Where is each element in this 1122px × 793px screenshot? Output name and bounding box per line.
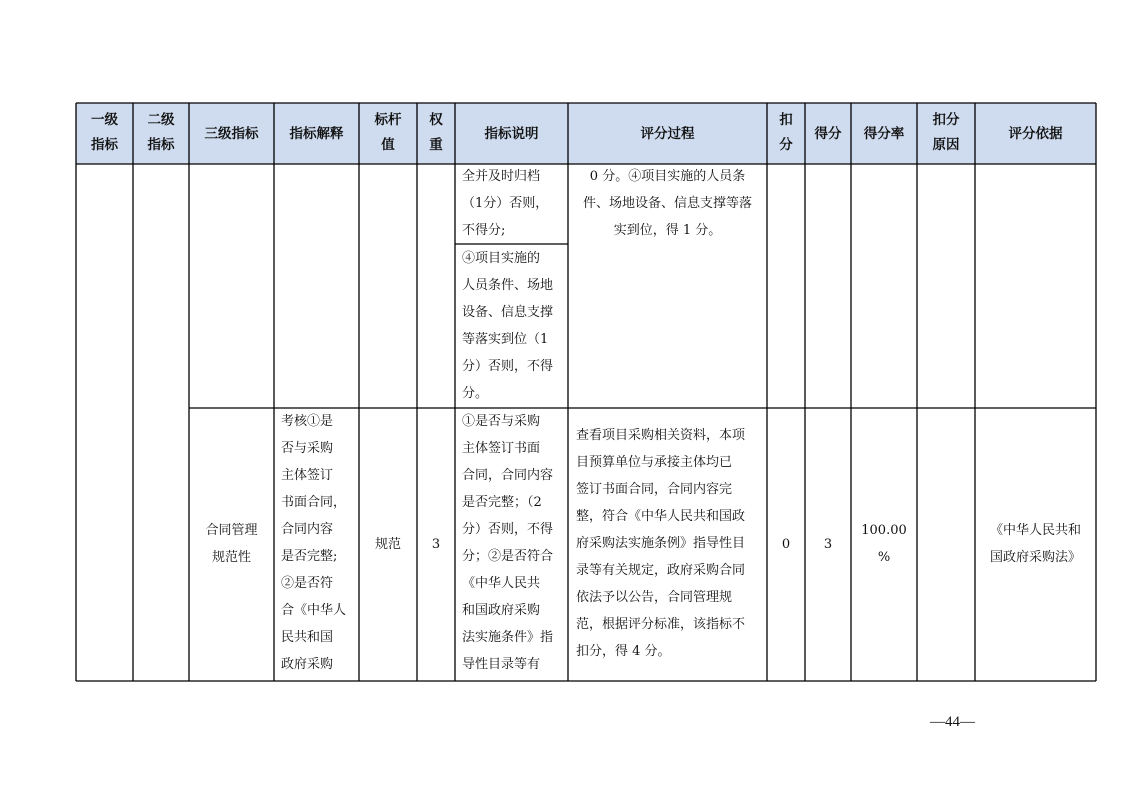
row2-interpretation: [281, 408, 357, 678]
text-line: 不得分;: [462, 223, 506, 238]
header-benchmark: [359, 108, 417, 158]
text-line: 实到位，得 1 分。: [613, 223, 722, 238]
text-line: 目预算单位与承接主体均已: [576, 455, 733, 470]
header-weight: [417, 108, 455, 158]
text-line: 人员条件、场地: [462, 278, 554, 293]
text-line: 0 分。④项目实施的人员条: [589, 169, 746, 184]
header-text: 重: [429, 137, 443, 153]
row2-weight: 3: [431, 537, 441, 552]
row1-explanation-part1: [462, 163, 566, 244]
text-line: 件、场地设备、信息支撑等落: [582, 196, 752, 211]
header-deduction: [767, 108, 805, 158]
text-line: ②是否符: [281, 576, 334, 591]
text-line: 签订书面合同，合同内容完: [576, 482, 733, 497]
header-text: 值: [381, 137, 395, 153]
text-line: 分）否则，不得: [462, 359, 554, 374]
text-line: 主体签订书面: [462, 441, 541, 456]
row2-score-rate: [851, 517, 917, 571]
header-basis: 评分依据: [1008, 126, 1063, 142]
header-text: 指标: [91, 137, 118, 153]
text-line: 国政府采购法》: [989, 550, 1081, 565]
header-process: 评分过程: [640, 126, 695, 142]
text-line: 查看项目采购相关资料，本项: [576, 428, 746, 443]
row2-level3-indicator: [189, 517, 274, 571]
text-line: ①是否与采购: [462, 414, 541, 429]
text-line: 录等有关规定，政府采购合同: [576, 563, 746, 578]
text-line: 全并及时归档: [462, 169, 541, 184]
row1-scoring-process: [570, 163, 765, 244]
text-line: 规范性: [211, 550, 251, 565]
page-number: —44—: [930, 714, 975, 730]
row2-score: 3: [823, 537, 833, 552]
text-line: 民共和国: [281, 630, 334, 645]
header-text: 一级: [91, 112, 118, 128]
text-line: 政府采购: [281, 657, 334, 672]
text-line: 是否完整;: [281, 549, 338, 564]
text-line: 合同管理: [205, 523, 258, 538]
text-line: 依法予以公告，合同管理规: [576, 590, 733, 605]
row2-deduction: 0: [781, 537, 791, 552]
header-explanation: 指标说明: [484, 126, 539, 142]
text-line: 主体签订: [281, 468, 334, 483]
header-level1: [76, 108, 133, 158]
header-text: 原因: [932, 137, 960, 153]
text-line: ④项目实施的: [462, 251, 541, 266]
header-text: 权: [429, 112, 443, 128]
text-line: 分。: [462, 386, 489, 401]
text-line: 《中华人民共和: [989, 523, 1081, 538]
header-text: 指标: [147, 137, 175, 153]
header-level2: [133, 108, 189, 158]
header-text: 扣: [779, 112, 793, 128]
header-text: 扣分: [932, 112, 960, 128]
text-line: 法实施条件》指: [462, 630, 554, 645]
text-line: 等落实到位（1: [462, 332, 549, 347]
text-line: 府采购法实施条例》指导性目: [576, 536, 746, 551]
text-line: 书面合同，: [281, 495, 347, 510]
header-score: 得分: [814, 126, 842, 142]
header-text: 标杆: [374, 112, 402, 128]
text-line: 100.00: [861, 523, 907, 538]
header-rate: 得分率: [863, 126, 905, 142]
text-line: %: [877, 550, 891, 565]
row1-explanation-part2: [462, 245, 566, 407]
row2-basis: [975, 517, 1096, 571]
text-line: 分；②是否符合: [462, 549, 554, 564]
row2-scoring-process: [576, 422, 765, 665]
text-line: 扣分，得 4 分。: [576, 644, 671, 659]
text-line: （1分）否则，: [462, 196, 549, 211]
text-line: 《中华人民共: [462, 576, 541, 591]
text-line: 合同，合同内容: [462, 468, 554, 483]
text-line: 合《中华人: [281, 603, 347, 618]
header-text: 二级: [147, 112, 175, 128]
header-deduction-reason: [917, 108, 975, 158]
header-text: 分: [779, 137, 793, 153]
header-level3: 三级指标: [204, 126, 259, 142]
text-line: 整，符合《中华人民共和国政: [576, 509, 746, 524]
text-line: 范，根据评分标准，该指标不: [576, 617, 746, 632]
text-line: 和国政府采购: [462, 603, 541, 618]
text-line: 否与采购: [281, 441, 334, 456]
text-line: 导性目录等有: [462, 657, 541, 672]
text-line: 设备、信息支撑: [462, 305, 554, 320]
text-line: 是否完整；（2: [462, 495, 542, 510]
row2-benchmark: 规范: [374, 537, 401, 552]
header-interpretation: 指标解释: [289, 126, 344, 142]
text-line: 合同内容: [281, 522, 334, 537]
text-line: 考核①是: [281, 414, 334, 429]
text-line: 分）否则，不得: [462, 522, 554, 537]
row2-explanation: [462, 408, 566, 678]
